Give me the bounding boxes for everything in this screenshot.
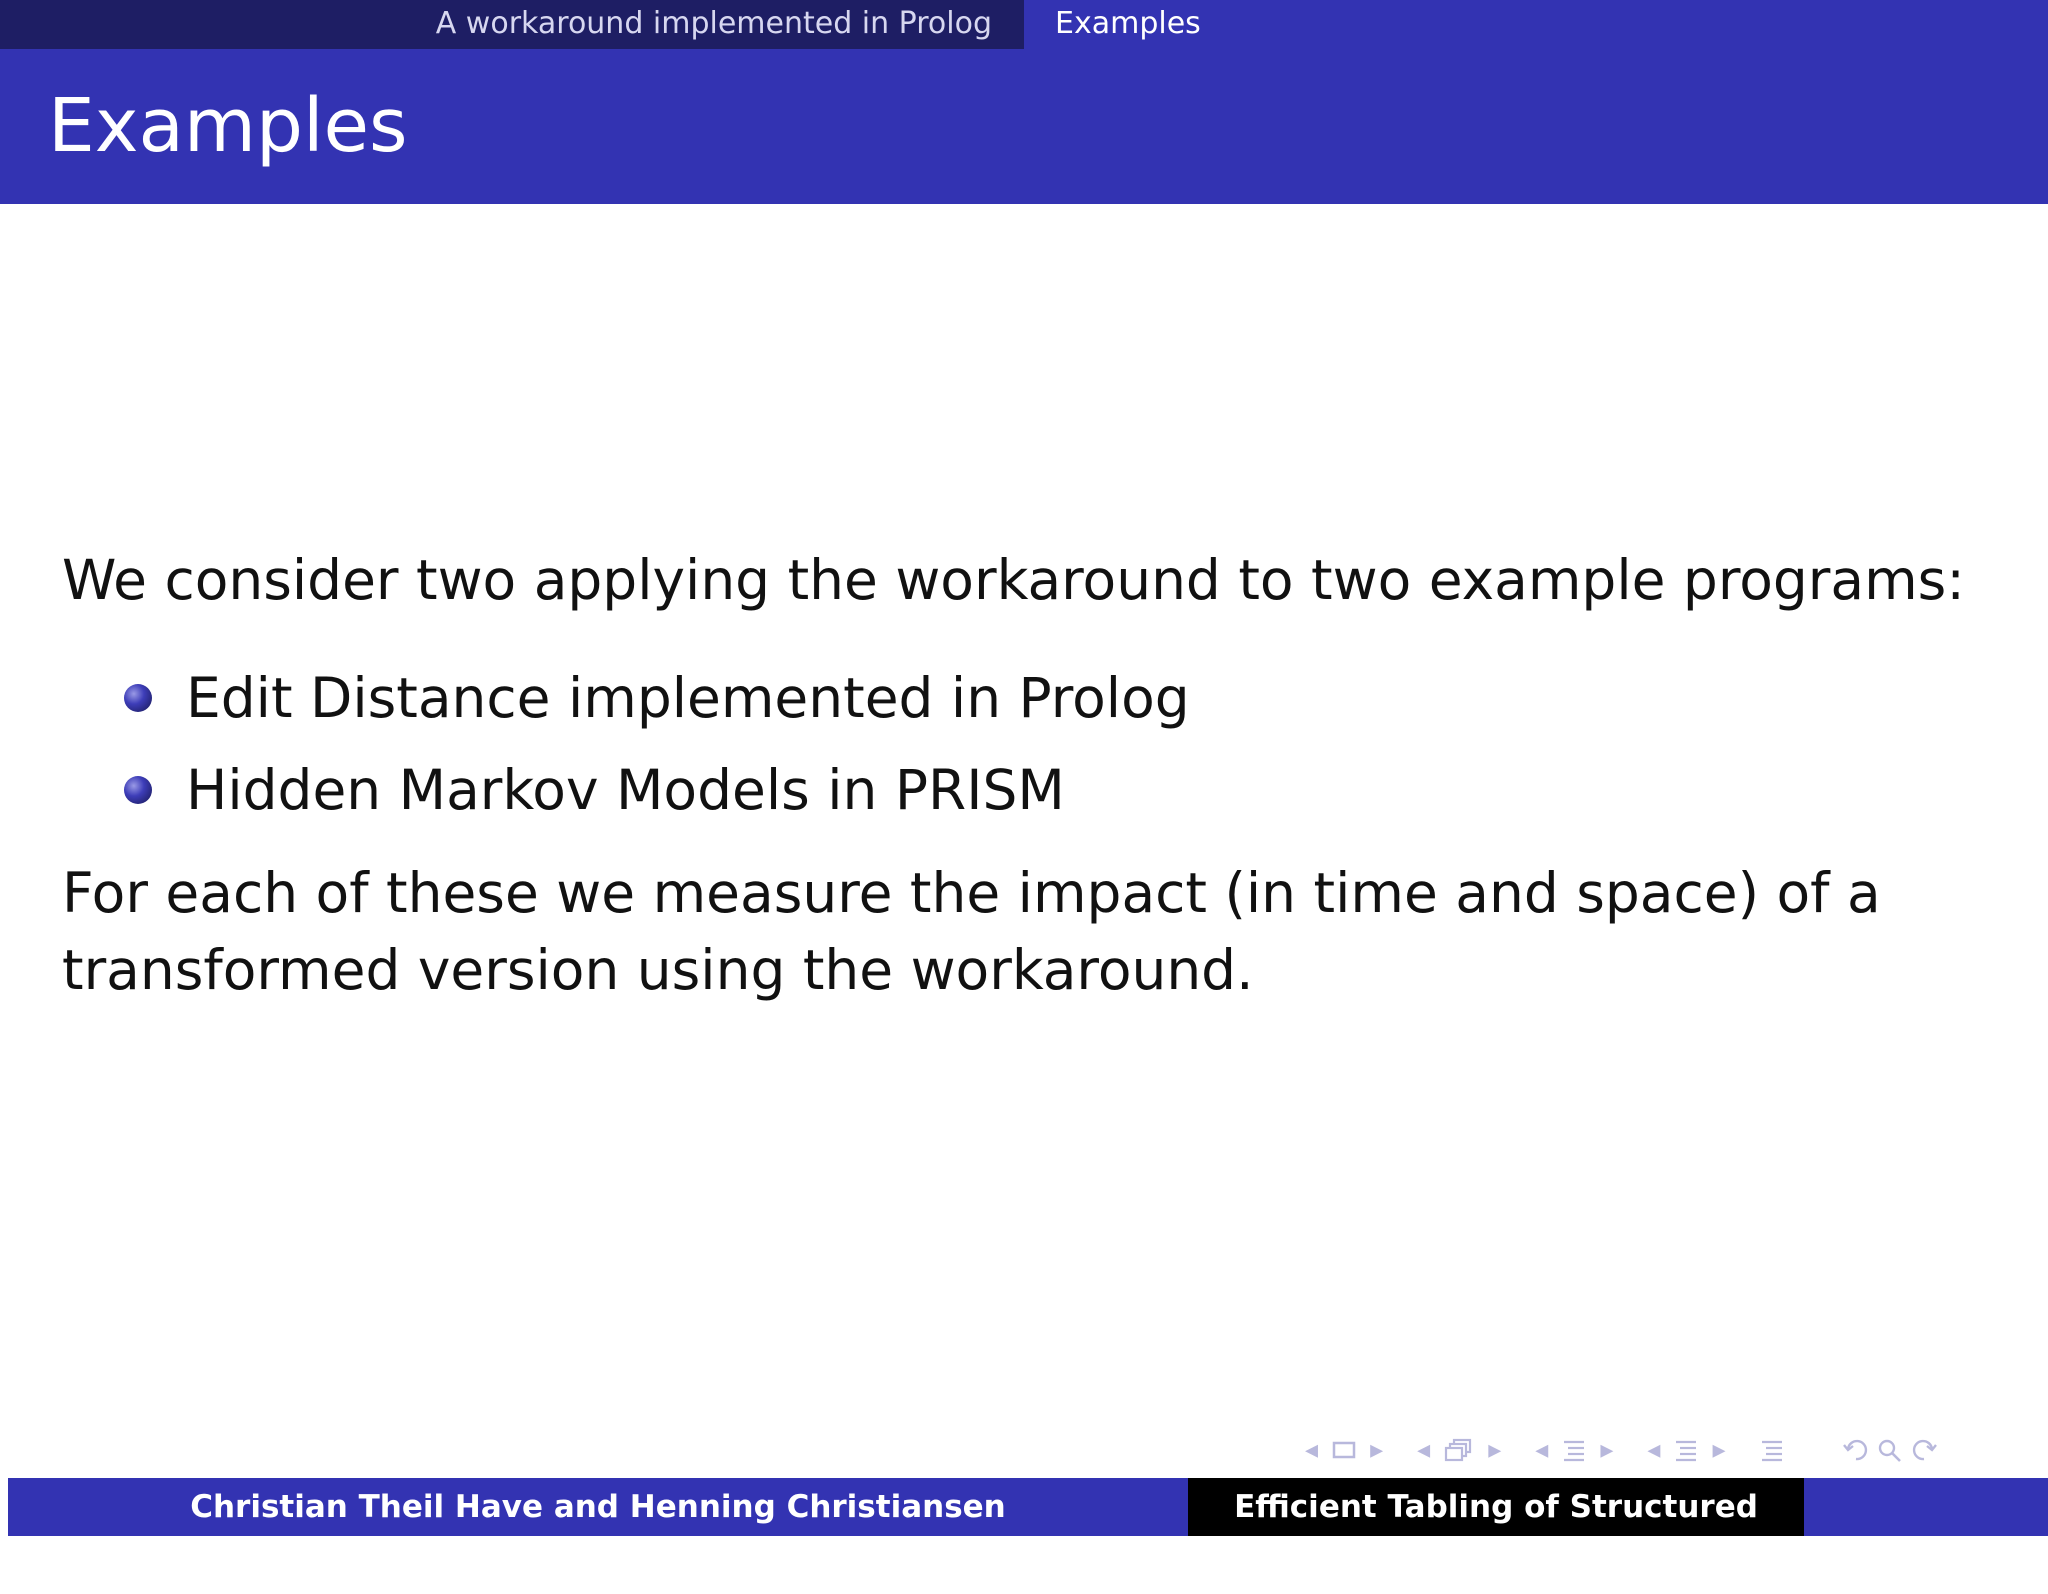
frame-icon[interactable] — [1332, 1440, 1356, 1460]
outro-line: For each of these we measure the impact (in time and space) of a — [62, 861, 1881, 925]
footline-authors: Christian Theil Have and Henning Christiansen — [0, 1478, 1188, 1536]
footline-gap — [0, 1478, 8, 1536]
list-item — [124, 652, 1190, 744]
undo-icon[interactable] — [1842, 1437, 1870, 1463]
list-item — [124, 744, 1190, 836]
footline-title: Efficient Tabling of Structured Data — [1188, 1478, 1804, 1536]
subsection-prev-icon[interactable]: ◂ — [1417, 1435, 1431, 1465]
search-icon[interactable] — [1876, 1437, 1904, 1463]
bullet-icon — [124, 776, 152, 804]
nav-frame-group — [1305, 1435, 1383, 1465]
section-prev-icon[interactable]: ◂ — [1535, 1435, 1549, 1465]
nav-align-group — [1760, 1438, 1784, 1462]
list-item-label: Hidden Markov Models in PRISM — [186, 758, 1065, 822]
headline-bar — [0, 0, 2048, 49]
redo-icon[interactable] — [1910, 1437, 1938, 1463]
subsection-next-icon[interactable]: ▸ — [1488, 1435, 1502, 1465]
frame-title: Examples — [0, 49, 2048, 204]
nav-section-group — [1535, 1435, 1613, 1465]
nav-doc-group — [1647, 1435, 1725, 1465]
nav-subsection-group — [1417, 1435, 1501, 1465]
outro-text — [62, 855, 2022, 1009]
intro-text: We consider two applying the workaround to two example programs: — [62, 548, 1965, 612]
subsection-icon[interactable] — [1444, 1438, 1474, 1462]
headline-subsection[interactable]: Examples — [1024, 0, 2048, 49]
section-next-icon[interactable]: ▸ — [1600, 1435, 1614, 1465]
section-next-icon[interactable]: ▸ — [1712, 1435, 1726, 1465]
frame-next-icon[interactable]: ▸ — [1370, 1435, 1384, 1465]
footline-bar — [0, 1478, 2048, 1583]
navigation-bar — [1305, 1430, 2025, 1470]
list-item-label: Edit Distance implemented in Prolog — [186, 666, 1190, 730]
nav-search-group — [1842, 1437, 1938, 1463]
bullet-icon — [124, 684, 152, 712]
footline-end — [1804, 1478, 2048, 1536]
section-prev-icon[interactable]: ◂ — [1647, 1435, 1661, 1465]
section-icon[interactable] — [1562, 1438, 1586, 1462]
bullet-list — [124, 652, 1190, 836]
outro-line: transformed version using the workaround. — [62, 938, 1254, 1002]
headline-section[interactable]: A workaround implemented in Prolog — [0, 0, 1024, 49]
section-icon[interactable] — [1674, 1438, 1698, 1462]
align-icon[interactable] — [1760, 1438, 1784, 1462]
frame-prev-icon[interactable]: ◂ — [1305, 1435, 1319, 1465]
